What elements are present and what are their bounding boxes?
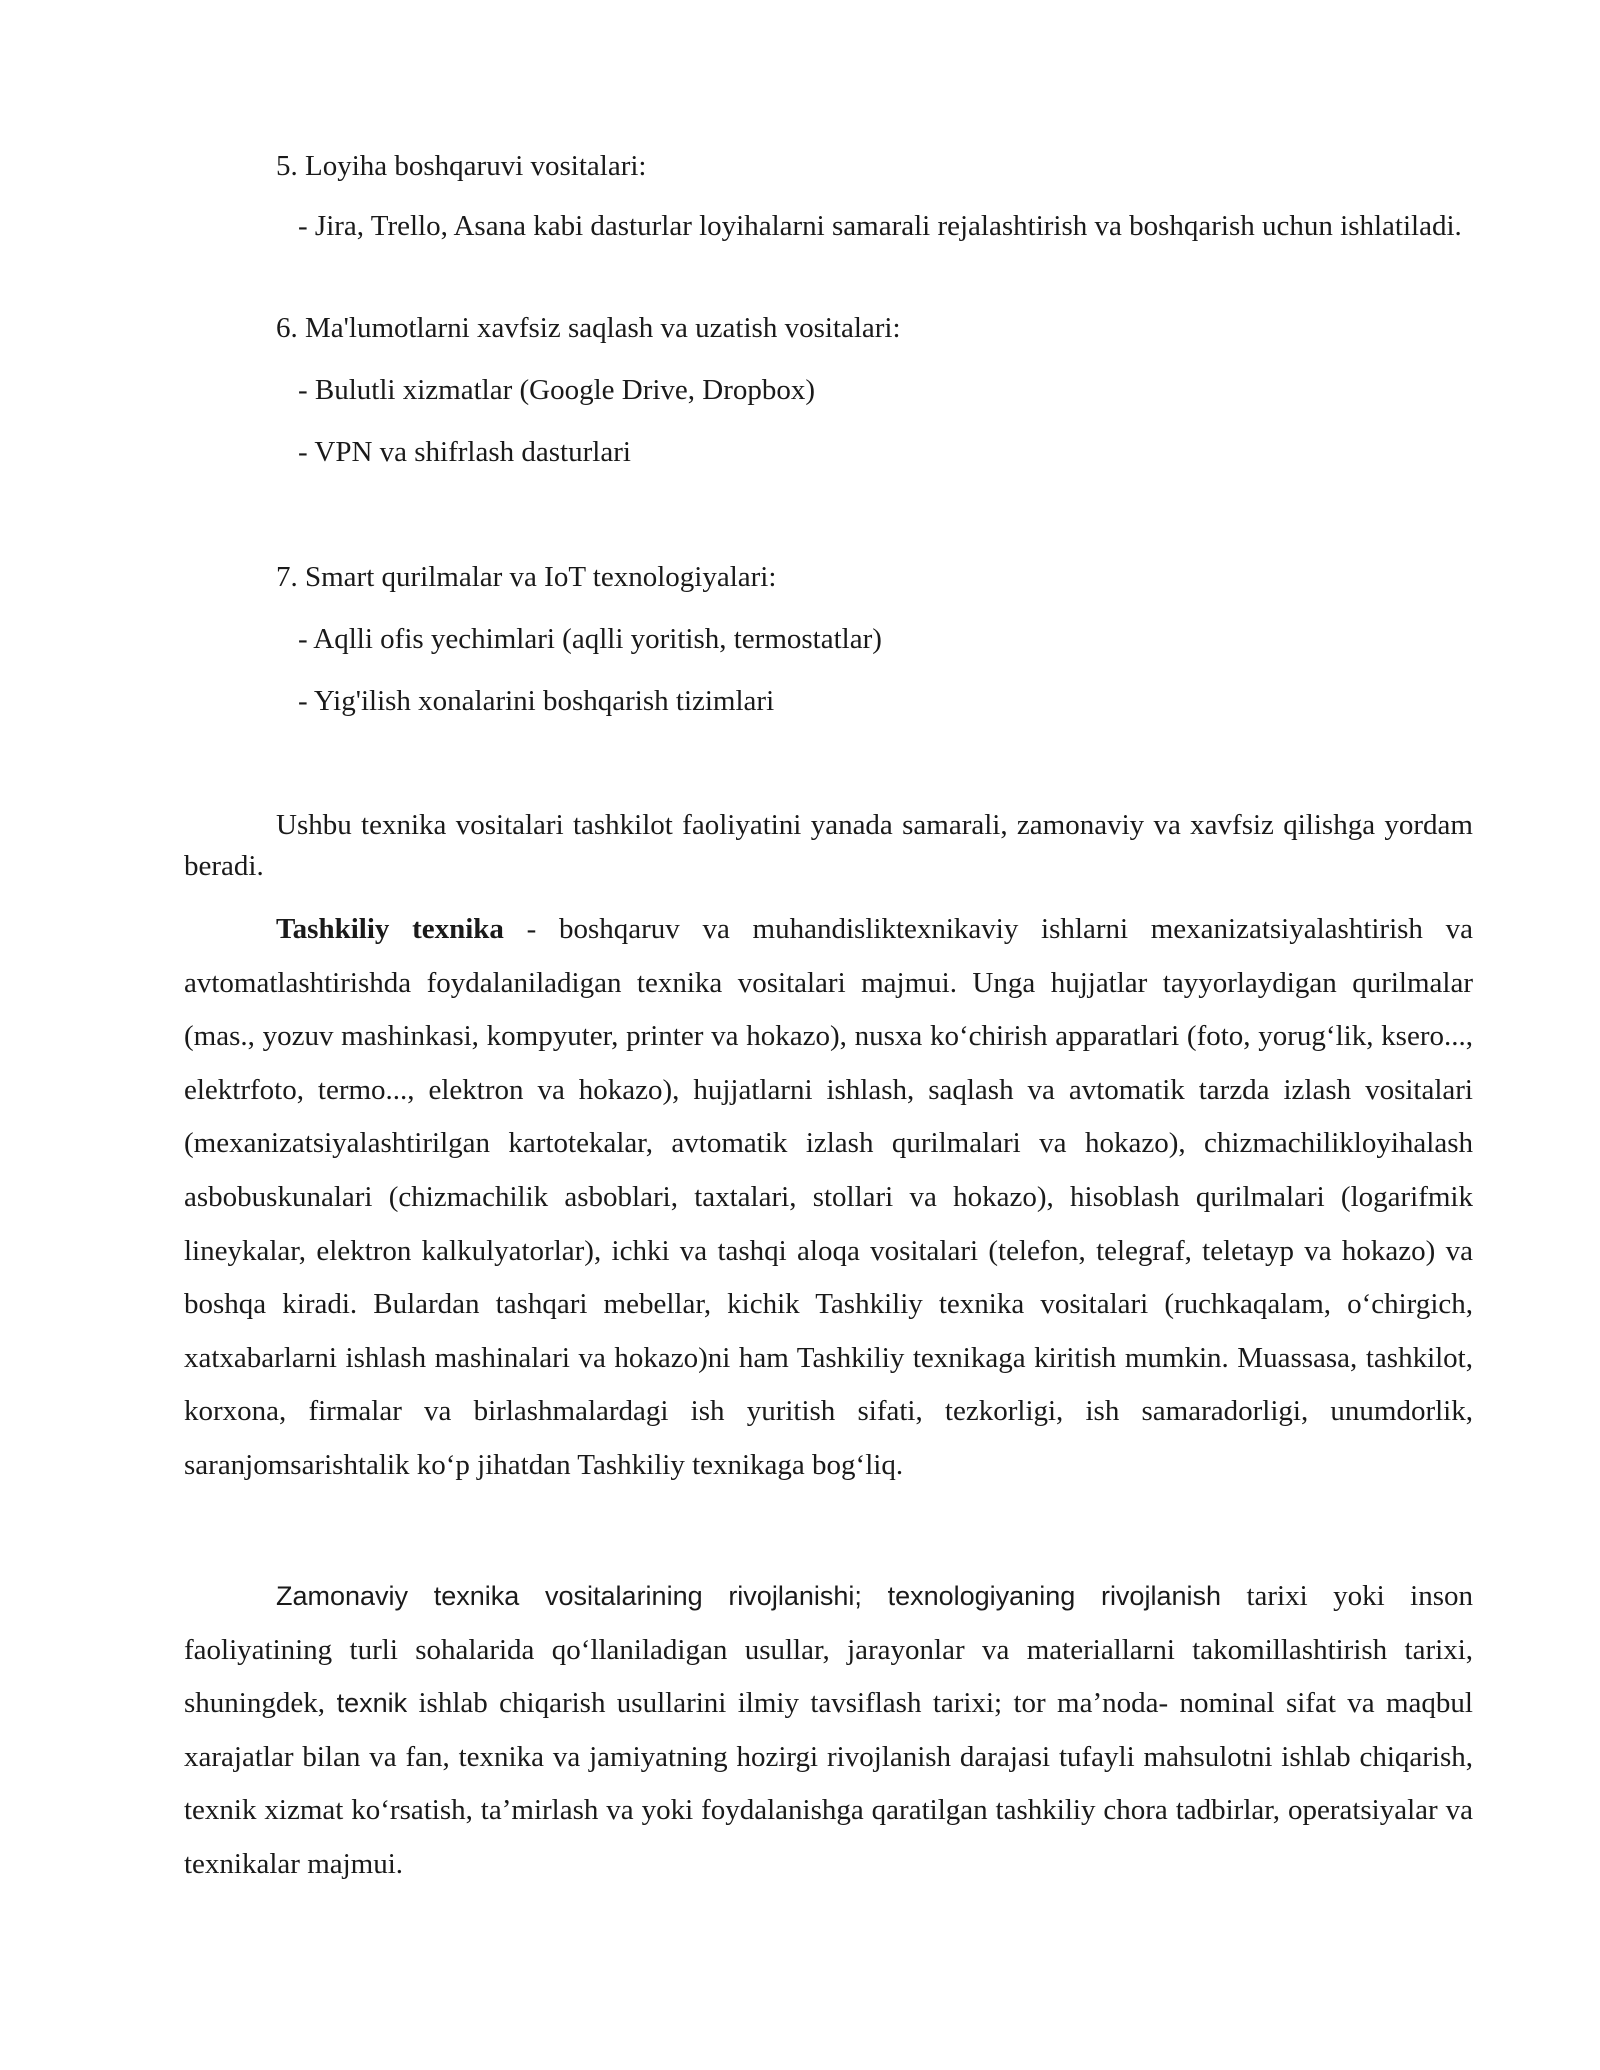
- history-paragraph: [184, 1570, 1473, 1892]
- history-part-5: ishlab chiqarish usullarini ilmiy tavsiflash tarixi; tor ma’noda- nominal sifat va maqbul xarajatlar bilan va fan, texnika va jamiyatning hozirgi rivojlanish darajasi tufayli mahsulotni ishlab chiqarish, texnik xizmat ko‘rsatish, ta’mirlash va yoki foydalanishga qaratilgan tashkiliy chora tadbirlar, operatsiyalar va texnikalar majmui.: [184, 1687, 1473, 1880]
- history-part-3: tarixi yoki inson faoliyatining turli sohalarida qo‘llaniladigan usullar, jarayonlar va materiallarni takomillashtirish tarixi, shuningdek,: [184, 1580, 1473, 1720]
- history-part-4: texnik: [324, 1688, 408, 1719]
- item7-heading: 7. Smart qurilmalar va IoT texnologiyalari:: [276, 561, 777, 593]
- item7-bullet-2: - Yig'ilish xonalarini boshqarish tizimlari: [298, 685, 775, 717]
- history-part-1: Zamonaviy texnika vositalarining rivojlanishi; texnologiyaning: [276, 1581, 1076, 1611]
- item6-bullet-2: - VPN va shifrlash dasturlari: [298, 436, 631, 468]
- definition-body: - boshqaruv va muhandisliktexnikaviy ishlarni mexanizatsiyalashtirish va avtomatlashtirishda foydalaniladigan texnika vositalari majmui. Unga hujjatlar tayyorlaydigan qurilmalar (mas., yozuv mashinkasi, kompyuter, printer va hokazo), nusxa ko‘chirish apparatlari (foto, yorug‘lik, ksero..., elektrfoto, termo..., elektron va hokazo), hujjatlarni ishlash, saqlash va avtomatik tarzda izlash vositalari (mexanizatsiyalashtirilgan kartotekalar, avtomatik izlash qurilmalari va hokazo), chizmachilikloyihalash asbobuskunalari (chizmachilik asboblari, taxtalari, stollari va hokazo), hisoblash qurilmalari (logarifmik lineykalar, elektron kalkulyatorlar), ichki va tashqi aloqa vositalari (telefon, telegraf, teletayp va hokazo) va boshqa kiradi. Bulardan tashqari mebellar, kichik Tashkiliy texnika vositalari (ruchkaqalam, o‘chirgich, xatxabarlarni ishlash mashinalari va hokazo)ni ham Tashkiliy texnikaga kiritish mumkin. Muassasa, tashkilot, korxona, firmalar va birlashmalardagi ish yuritish sifati, tezkorligi, ish samaradorligi, unumdorlik, saranjomsarishtalik ko‘p jihatdan Tashkiliy texnikaga bog‘liq.: [184, 913, 1473, 1481]
- item5-text: - Jira, Trello, Asana kabi dasturlar loyihalarni samarali rejalashtirish va boshqarish uchun ishlatiladi.: [298, 210, 1462, 242]
- item6-bullet-1: - Bulutli xizmatlar (Google Drive, Dropbox): [298, 374, 816, 406]
- definition-term: Tashkiliy texnika: [276, 913, 504, 945]
- item7-bullet-1: - Aqlli ofis yechimlari (aqlli yoritish, termostatlar): [298, 623, 882, 655]
- summary-paragraph: Ushbu texnika vositalari tashkilot faoliyatini yanada samarali, zamonaviy va xavfsiz qilishga yordam beradi.: [184, 809, 1473, 882]
- item5-heading: 5. Loyiha boshqaruvi vositalari:: [276, 150, 647, 182]
- definition-paragraph: [184, 903, 1473, 1493]
- history-part-2: rivojlanish: [1075, 1581, 1221, 1611]
- item6-heading: 6. Ma'lumotlarni xavfsiz saqlash va uzatish vositalari:: [276, 312, 901, 344]
